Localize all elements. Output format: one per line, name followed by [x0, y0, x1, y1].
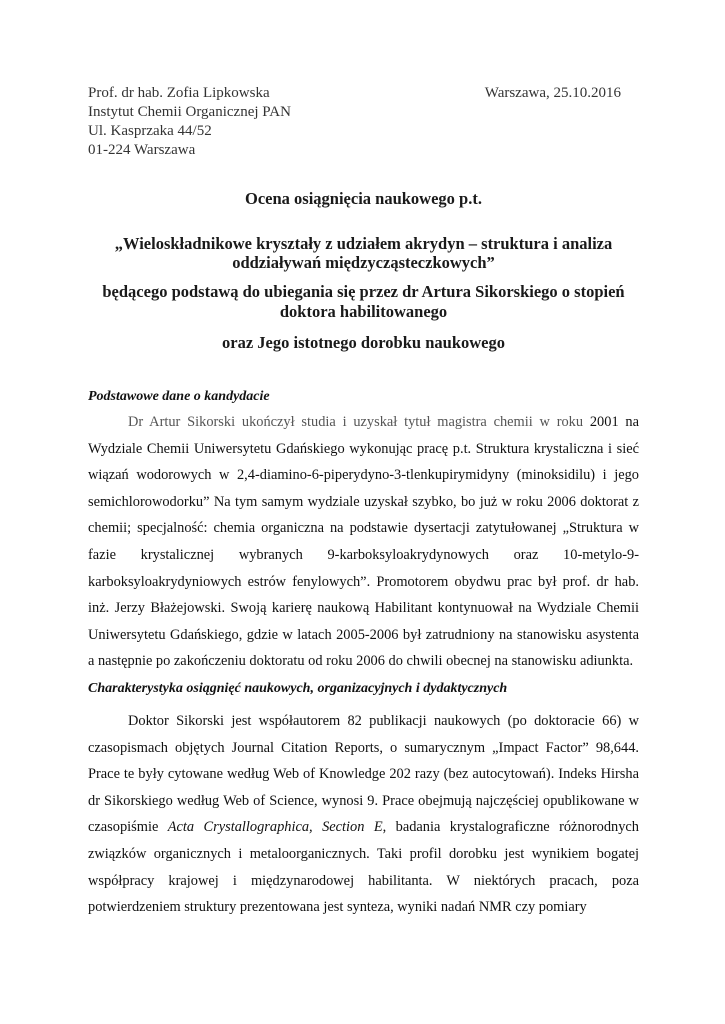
- candidate-body: 2001 na Wydziale Chemii Uniwersytetu Gdańskiego wykonując pracę p.t. Struktura krystaliczna i sieć wiązań wodorowych w 2,4-diamino-6-piperydyno-3-tlenkupirymidyny (minoksidilu) i jego semichlorowodorku” Na tym samym wydziale uzyskał szybko, bo już w roku 2006 doktorat z chemii; specjalność: chemia organiczna na podstawie dysertacji zatytułowanej „Struktura w fazie krystalicznej wybranych 9-karboksyloakrydynowych oraz 10-metylo-9-karboksyloakrydyniowych estrów fenylowych”. Promotorem obydwu prac był prof. dr hab. inż. Jerzy Błażejowski. Swoją karierę naukową Habilitant kontynuował na Wydziale Chemii Uniwersytetu Gdańskiego, gdzie w latach 2005-2006 był zatrudniony na stanowisku asystenta a następnie po zakończeniu doktoratu od roku 2006 do chwili obecnej na stanowisku adiunkta.: [88, 414, 640, 670]
- section-heading-candidate: Podstawowe dane o kandydacie: [88, 389, 270, 404]
- scope-title: oraz Jego istotnego dorobku naukowego: [222, 333, 505, 352]
- place-date: Warszawa, 25.10.2016: [484, 85, 621, 101]
- purpose-title: będącego podstawą do ubiegania się przez dr Artura Sikorskiego o stopień doktora habilitowanego: [102, 282, 625, 321]
- achievements-body-1: Doktor Sikorski jest współautorem 82 publikacji naukowych (po doktoracie 66) w czasopismach objętych Journal Citation Reports, o sumarycznym „Impact Factor” 98,644. Prace te były cytowane według Web of Knowledge 202 razy (bez autocytowań). Indeks Hirsha dr Sikorskiego według Web of Science, wynosi 9. Prace obejmują najczęściej opublikowane w czasopiśmie: [88, 712, 639, 836]
- author-institute: Instytut Chemii Organicznej PAN: [88, 104, 291, 120]
- letter-header: [88, 84, 639, 160]
- letter-page: [88, 84, 639, 921]
- author-name: Prof. dr hab. Zofia Lipkowska: [88, 85, 270, 101]
- work-title: „Wieloskładnikowe kryształy z udziałem akrydyn – struktura i analiza oddziaływań międzycząsteczkowych”: [114, 234, 613, 272]
- journal-name: Acta Crystallographica, Section E: [167, 819, 383, 836]
- candidate-lead: Dr Artur Sikorski ukończył studia i uzyskał tytuł magistra chemii w roku: [128, 414, 584, 430]
- achievements-paragraph: [88, 708, 639, 921]
- author-street: Ul. Kasprzaka 44/52: [88, 123, 212, 139]
- candidate-paragraph: [88, 409, 639, 675]
- author-city: 01-224 Warszawa: [88, 142, 196, 158]
- achievements-body-2: , badania krystalograficzne różnorodnych związków organicznych i metaloorganicznych. Taki profil dorobku jest wynikiem bogatej współpracy krajowej i międzynarodowej habilitanta. W niektórych pracach, poza potwierdzeniem struktury prezentowana jest synteza, wyniki nadań NMR czy pomiary: [88, 819, 639, 916]
- section-heading-achievements: Charakterystyka osiągnięć naukowych, organizacyjnych i dydaktycznych: [88, 680, 508, 696]
- document-title: Ocena osiągnięcia naukowego p.t.: [245, 189, 482, 208]
